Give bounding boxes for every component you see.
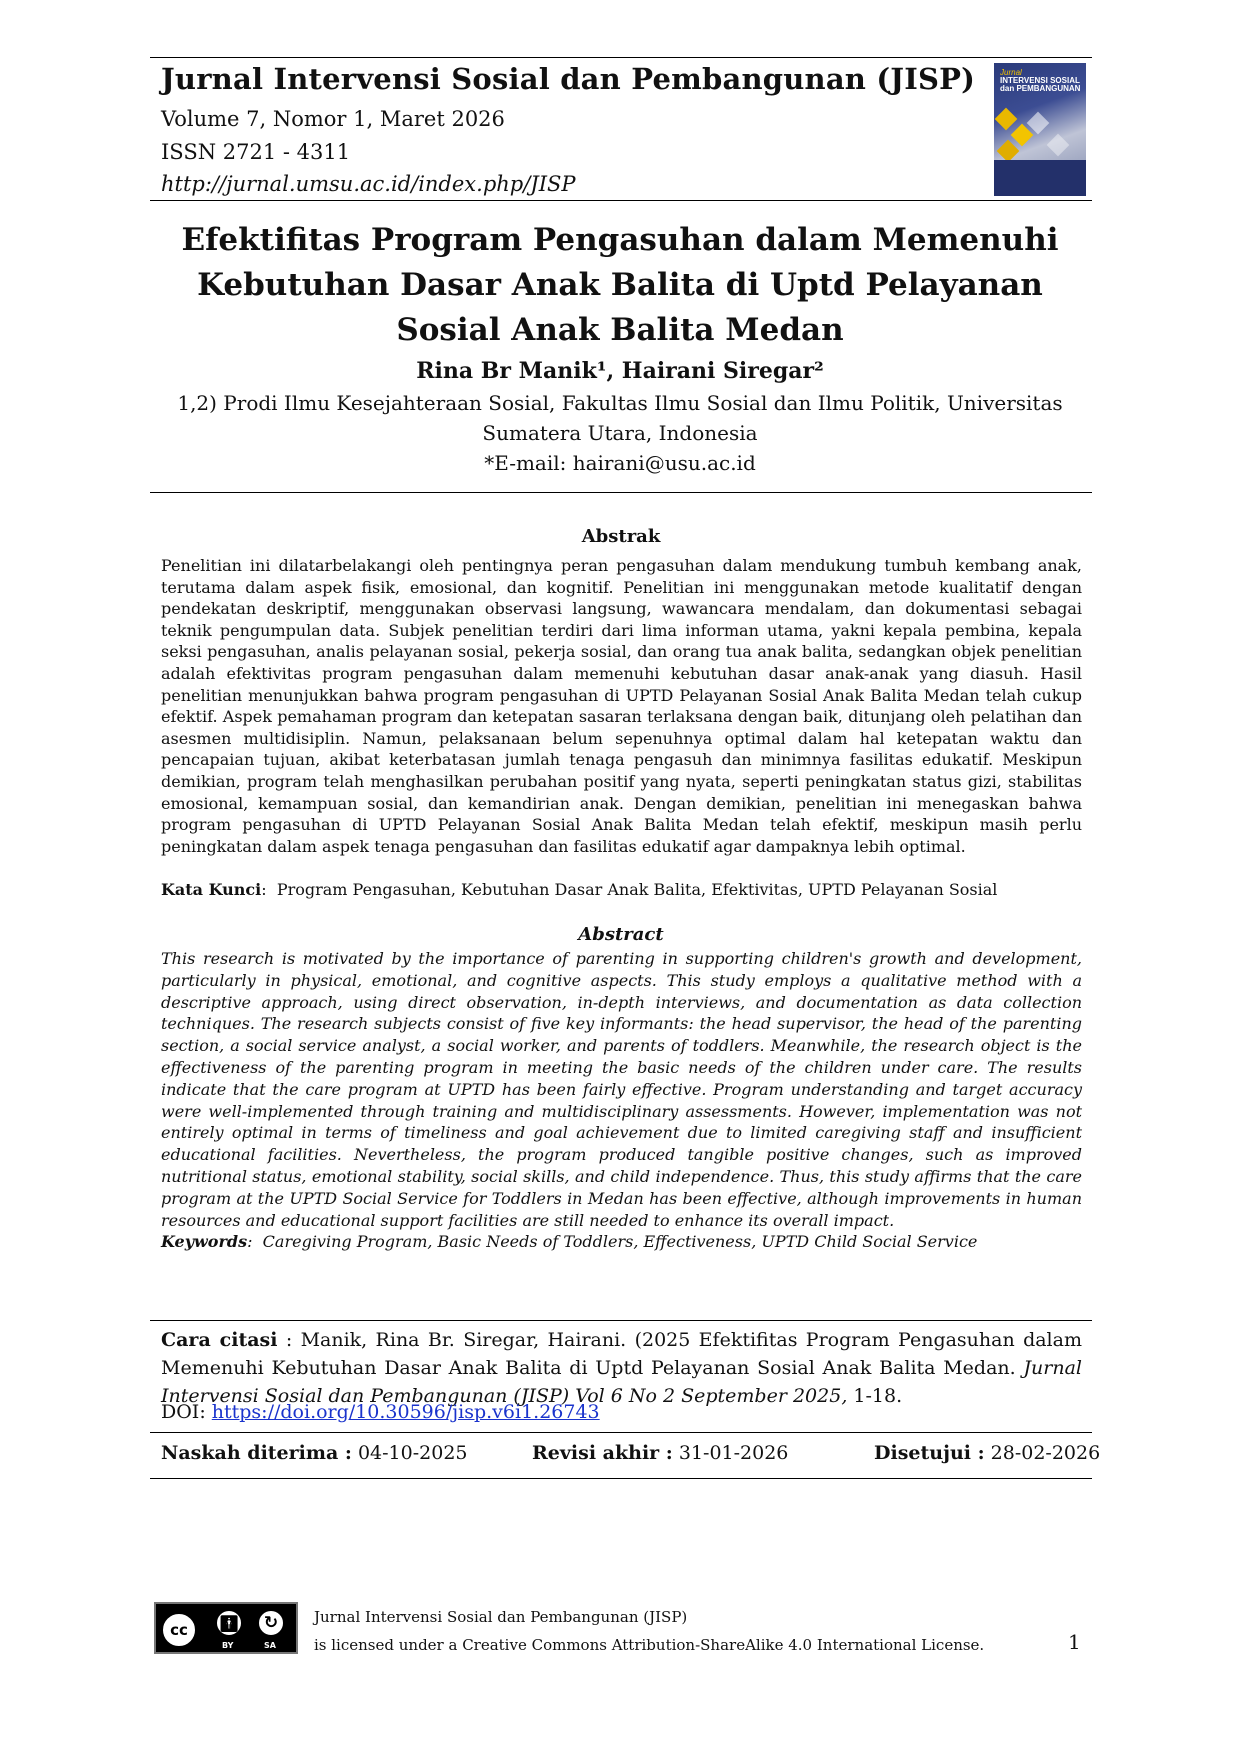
doi-line (161, 1401, 600, 1423)
title-rule (150, 492, 1092, 493)
paper-authors: Rina Br Manik¹, Hairani Siregar² (416, 358, 824, 384)
cover-band (994, 160, 1086, 196)
share-alike-icon: ↻ (256, 1608, 286, 1638)
journal-url[interactable]: http://jurnal.umsu.ac.id/index.php/JISP (161, 172, 576, 196)
abstract-id-body: Penelitian ini dilatarbelakangi oleh pentingnya peran pengasuhan dalam mendukung tumbuh kembang anak, terutama dalam aspek fisik, emosional, dan kognitif. Penelitian ini menggunakan metode kualitatif dengan pendekatan deskriptif, menggunakan observasi langsung, wawancara mendalam, dan dokumentasi sebagai teknik pengumpulan data. Subjek penelitian terdiri dari lima informan utama, yakni kepala pembina, kepala seksi pengasuhan, analis pelayanan sosial, pekerja sosial, dan orang tua anak balita, sedangkan objek penelitian adalah efektivitas program pengasuhan dalam memenuhi kebutuhan dasar anak-anak yang diasuh. Hasil penelitian menunjukkan bahwa program pengasuhan di UPTD Pelayanan Sosial Anak Balita Medan telah cukup efektif. Aspek pemahaman program dan ketepatan sasaran terlaksana dengan baik, ditunjang oleh pelatihan dan asesmen multidisiplin. Namun, pelaksanaan belum sepenuhnya optimal dalam hal ketepatan waktu dan pencapaian tujuan, akibat keterbatasan jumlah tenaga pengasuh dan minimnya fasilitas edukatif. Meskipun demikian, program telah menghasilkan perubahan positif yang nyata, seperti peningkatan status gizi, stabilitas emosional, kemampuan sosial, dan kemandirian anak. Dengan demikian, penelitian ini menegaskan bahwa program pengasuhan di UPTD Pelayanan Sosial Anak Balita Medan telah efektif, meskipun masih perlu peningkatan dalam aspek tenaga pengasuhan dan fasilitas edukatif agar dampaknya lebih optimal. (161, 556, 1082, 856)
keywords-en-text: Caregiving Program, Basic Needs of Toddlers, Effectiveness, UPTD Child Social Service (262, 1232, 978, 1251)
journal-issn: ISSN 2721 - 4311 (161, 140, 351, 164)
keywords-id-label: Kata Kunci (161, 880, 262, 899)
abstract-en-heading: Abstract (578, 924, 664, 945)
citation-bottom-rule (150, 1478, 1092, 1479)
paper-affiliation (140, 388, 1100, 478)
affiliation-line-1: 1,2) Prodi Ilmu Kesejahteraan Sosial, Fakultas Ilmu Sosial dan Ilmu Politik, Universitas (177, 391, 1063, 415)
footer-license: is licensed under a Creative Commons Attribution-ShareAlike 4.0 International License. (314, 1636, 985, 1654)
date-accepted: Disetujui : 28-02-2026 (874, 1442, 1101, 1464)
date-received: Naskah diterima : 04-10-2025 (161, 1442, 468, 1464)
abstract-en-body: This research is motivated by the importance of parenting in supporting children's growth and development, particularly in physical, emotional, and cognitive aspects. This study employs a qualitative method with a descriptive approach, using direct observation, in-depth interviews, and documentation as data collection techniques. The research subjects consist of five key informants: the head supervisor, the head of the parenting section, a social service analyst, a social worker, and parents of toddlers. Meanwhile, the research object is the effectiveness of the parenting program in meeting the basic needs of the children under care. The results indicate that the care program at UPTD has been fairly effective. Program understanding and target accuracy were well-implemented through training and multidisciplinary assessments. However, implementation was not entirely optimal in terms of timeliness and goal achievement due to limited caregiving staff and insufficient educational facilities. Nevertheless, the program produced tangible positive changes, such as improved nutritional status, emotional stability, social skills, and child independence. Thus, this study affirms that the care program at the UPTD Social Service for Toddlers in Medan has been effective, although improvements in human resources and educational support facilities are still needed to enhance its overall impact. (161, 949, 1082, 1230)
keywords-id: Kata Kunci: Program Pengasuhan, Kebutuhan Dasar Anak Balita, Efektivitas, UPTD Pelayanan Sosial (161, 880, 998, 899)
keywords-id-text: Program Pengasuhan, Kebutuhan Dasar Anak Balita, Efektivitas, UPTD Pelayanan Sosial (276, 880, 998, 899)
cover-title: Jurnal INTERVENSI SOSIAL dan PEMBANGUNAN (1000, 68, 1081, 93)
affiliation-line-2: Sumatera Utara, Indonesia (482, 421, 758, 445)
keywords-en: Keywords: Caregiving Program, Basic Needs of Toddlers, Effectiveness, UPTD Child Social Service (161, 1232, 978, 1251)
citation-label: Cara citasi (161, 1329, 278, 1351)
footer-journal: Jurnal Intervensi Sosial dan Pembangunan (JISP) (314, 1608, 688, 1626)
author-email: *E-mail: hairani@usu.ac.id (484, 451, 756, 475)
header-bottom-rule (150, 200, 1092, 201)
doi-link[interactable]: https://doi.org/10.30596/jisp.v6i1.26743 (211, 1401, 600, 1423)
paper-title: Efektifitas Program Pengasuhan dalam Memenuhi Kebutuhan Dasar Anak Balita di Uptd Pelayanan Sosial Anak Balita Medan (181, 222, 1059, 348)
cc-by-sa-license-icon[interactable] (154, 1602, 298, 1654)
citation-text: Cara citasi : Manik, Rina Br. Siregar, Hairani. (2025 Efektifitas Program Pengasuhan dalam Memenuhi Kebutuhan Dasar Anak Balita di Uptd Pelayanan Sosial Anak Balita Medan. Jurnal Intervensi Sosial dan Pembangunan (JISP) Vol 6 No 2 September 2025, 1-18. (161, 1329, 1082, 1407)
doi-label: DOI: (161, 1401, 212, 1423)
page-number: 1 (1068, 1630, 1081, 1654)
by-label: BY (222, 1641, 234, 1650)
citation-middle-rule (150, 1432, 1092, 1433)
attribution-person-icon: 🚹︎ (214, 1608, 244, 1638)
cc-icon: cc (160, 1611, 198, 1649)
journal-name: Jurnal Intervensi Sosial dan Pembangunan (JISP) (161, 62, 976, 96)
abstract-id-heading: Abstrak (581, 526, 661, 547)
journal-volume: Volume 7, Nomor 1, Maret 2026 (161, 107, 505, 131)
header-top-rule (150, 57, 1092, 58)
keywords-en-label: Keywords (161, 1232, 248, 1251)
citation-journal: Jurnal Intervensi Sosial dan Pembangunan (JISP) Vol 6 No 2 September 2025, (161, 1357, 1082, 1407)
date-revised: Revisi akhir : 31-01-2026 (532, 1442, 789, 1464)
sa-label: SA (264, 1641, 276, 1650)
citation-top-rule (150, 1320, 1092, 1321)
journal-cover-image (994, 63, 1086, 196)
